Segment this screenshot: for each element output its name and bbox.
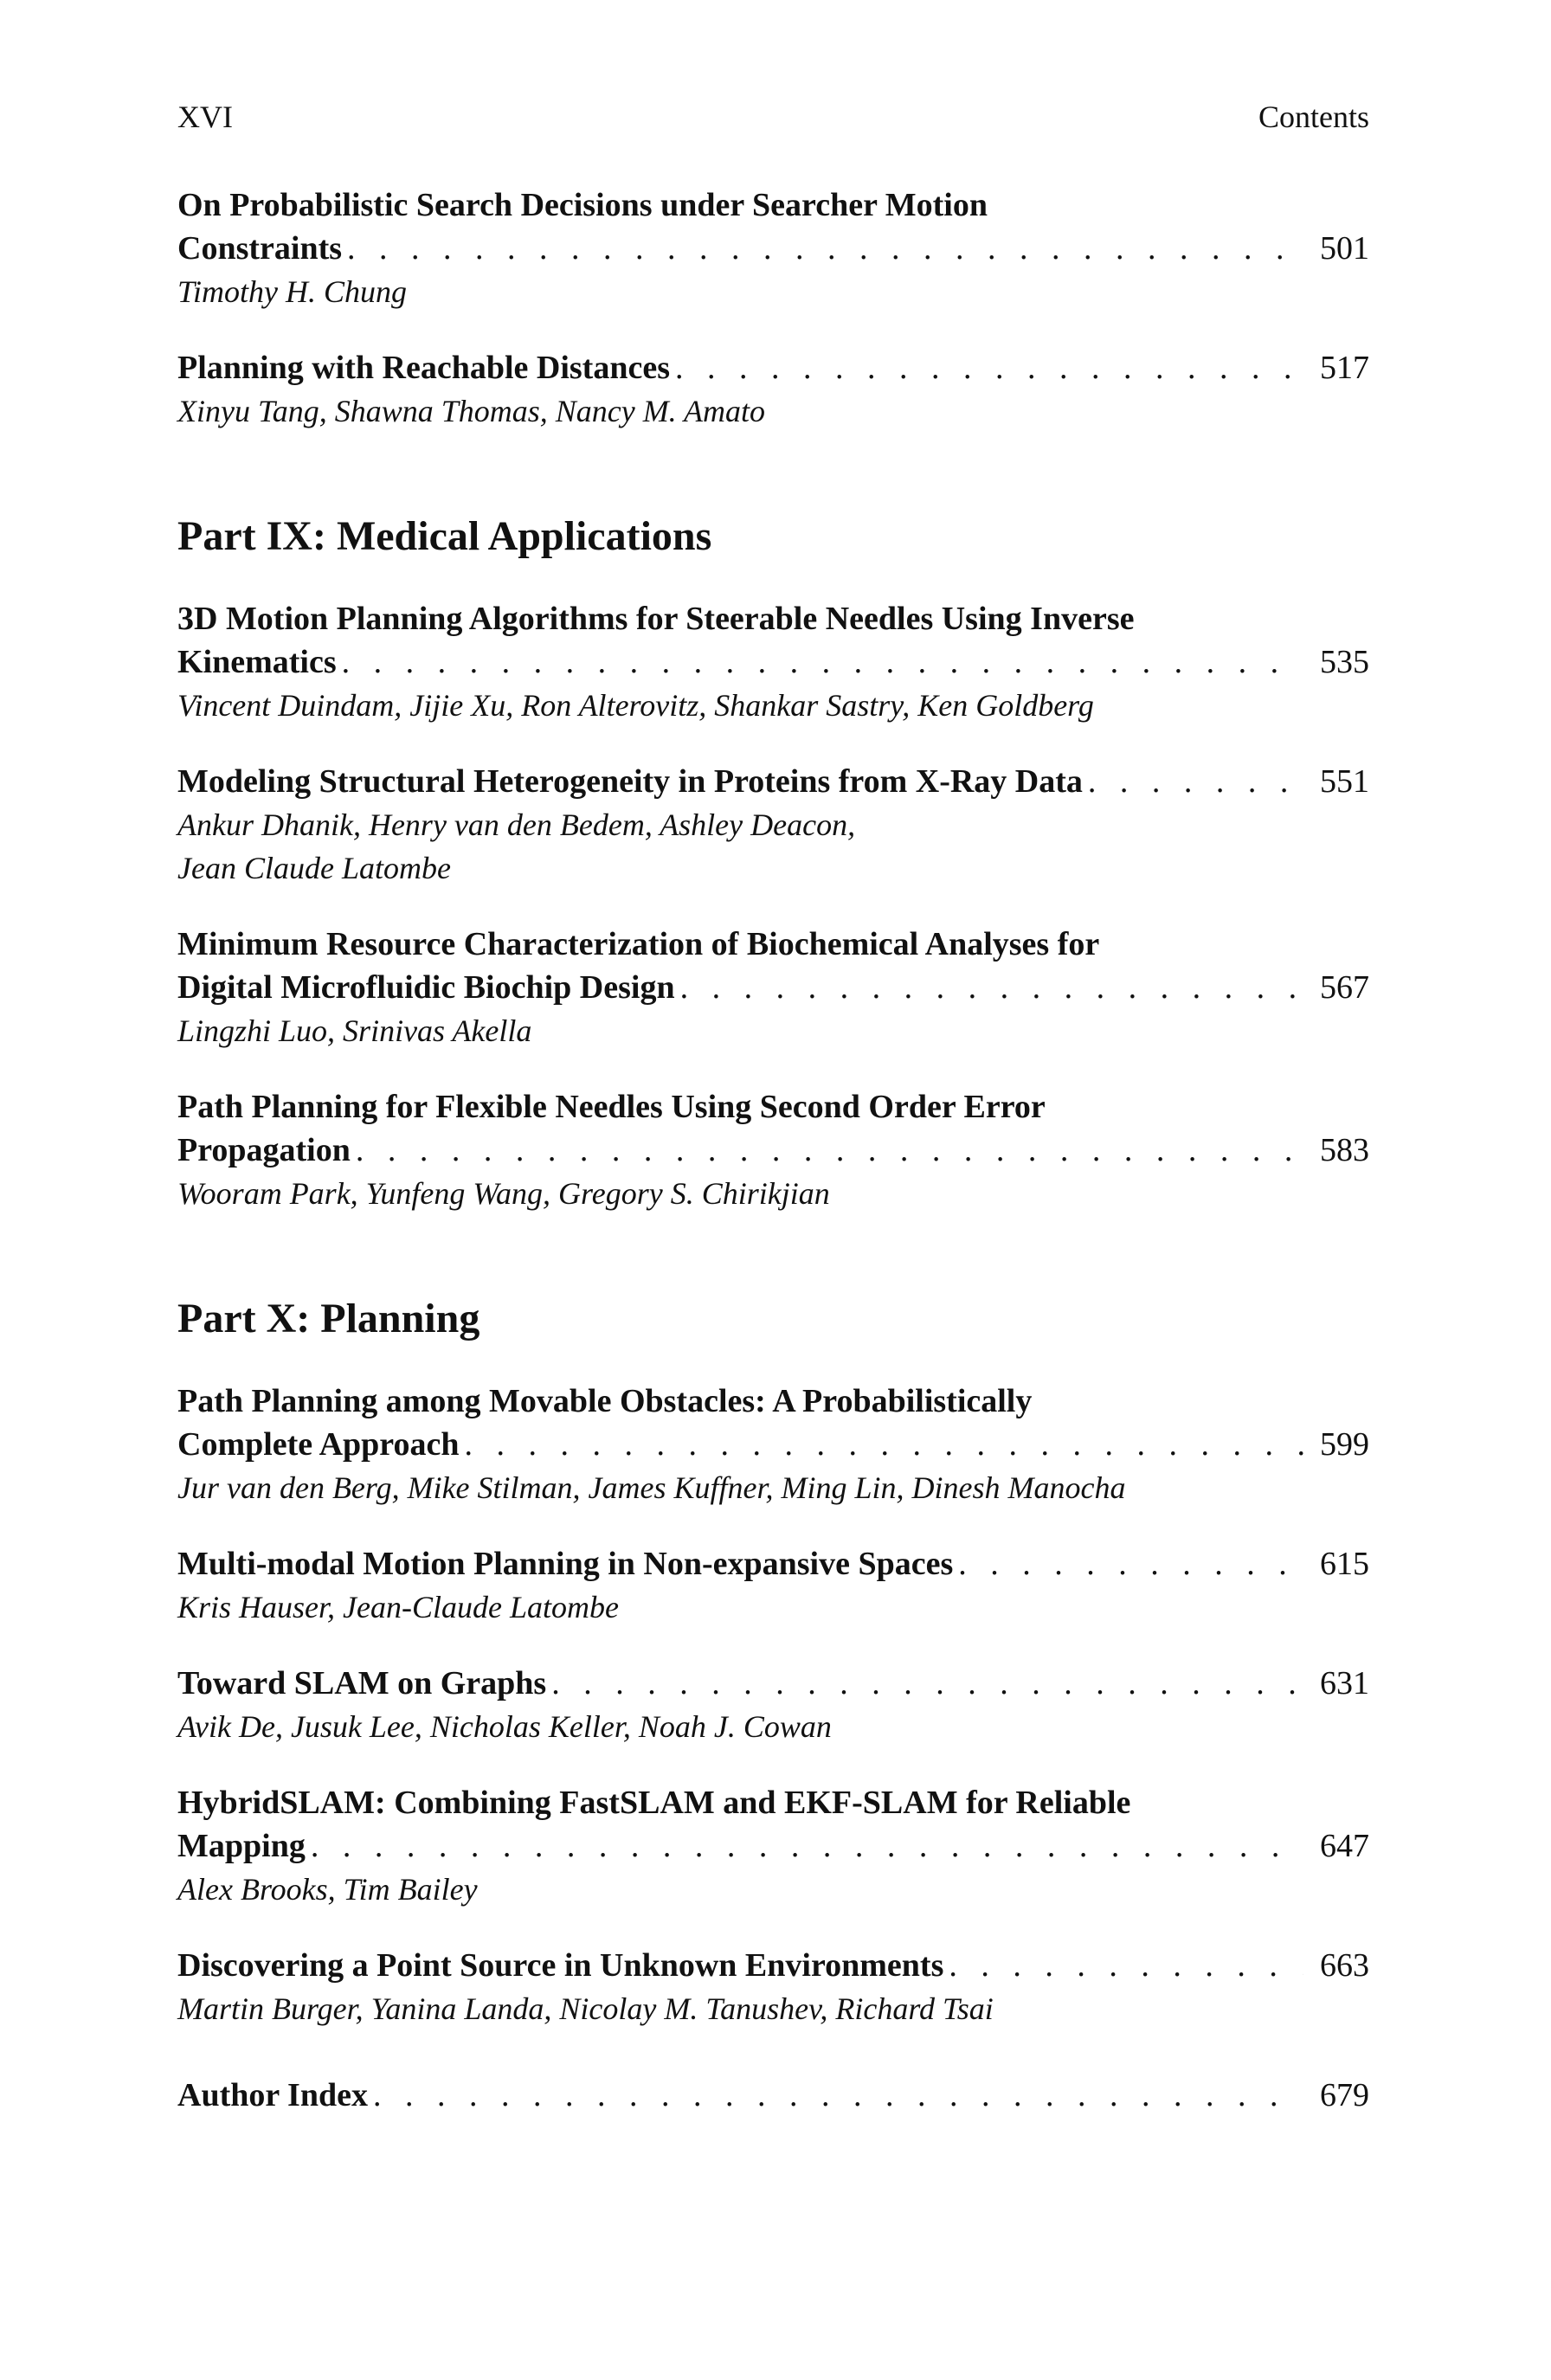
entry-title-line: HybridSLAM: Combining FastSLAM and EKF-SLAM for Reliable: [177, 1785, 1131, 1821]
part-ix: [177, 511, 1369, 1215]
entry-title-last-line: [177, 346, 1369, 389]
entry-title: Mapping: [177, 1828, 306, 1864]
entry-title-last-line: [177, 1423, 1369, 1466]
page-number: 615: [1320, 1546, 1369, 1582]
dot-leader: [1088, 760, 1303, 803]
entry-title-last-line: [177, 227, 1369, 270]
dot-leader: [373, 2074, 1303, 2117]
page-label: XVI: [177, 100, 233, 134]
entry-authors: Alex Brooks, Tim Bailey: [177, 1872, 478, 1907]
toc-entry[interactable]: [177, 597, 1369, 727]
running-head: [177, 95, 1369, 138]
page-number: 647: [1320, 1828, 1369, 1864]
entry-title: Toward SLAM on Graphs: [177, 1665, 547, 1701]
page-number: 631: [1320, 1665, 1369, 1701]
toc-entry-author-index[interactable]: [177, 2074, 1369, 2117]
entry-authors: Lingzhi Luo, Srinivas Akella: [177, 1013, 532, 1048]
entry-title: Kinematics: [177, 644, 337, 680]
toc-entry[interactable]: [177, 346, 1369, 433]
dot-leader: [342, 640, 1303, 684]
entry-title-last-line: [177, 1824, 1369, 1868]
dot-leader: [464, 1423, 1303, 1466]
entry-title-last-line: [177, 966, 1369, 1009]
entry-title: Author Index: [177, 2077, 368, 2113]
dot-leader: [311, 1824, 1303, 1868]
entry-authors: Vincent Duindam, Jijie Xu, Ron Alterovitz, Shankar Sastry, Ken Goldberg: [177, 688, 1094, 723]
entry-authors: Ankur Dhanik, Henry van den Bedem, Ashley Deacon,: [177, 807, 856, 842]
page-number: 535: [1320, 644, 1369, 680]
entry-title-last-line: [177, 1542, 1369, 1586]
toc-entry[interactable]: [177, 760, 1369, 890]
entry-title-line: Minimum Resource Characterization of Biochemical Analyses for: [177, 926, 1100, 962]
entry-title-line: Path Planning for Flexible Needles Using Second Order Error: [177, 1089, 1046, 1125]
toc-section-part-x: [177, 1380, 1369, 2030]
page-number: 501: [1320, 230, 1369, 267]
entry-title-last-line: [177, 640, 1369, 684]
toc-entry[interactable]: [177, 1944, 1369, 2030]
entry-title-line: Path Planning among Movable Obstacles: A Probabilistically: [177, 1383, 1033, 1419]
page-number: 679: [1320, 2077, 1369, 2113]
entry-title: Digital Microfluidic Biochip Design: [177, 969, 675, 1006]
page-number: 599: [1320, 1426, 1369, 1463]
dot-leader: [949, 1944, 1303, 1987]
entry-title: Modeling Structural Heterogeneity in Proteins from X-Ray Data: [177, 763, 1083, 800]
part-x: [177, 1293, 1369, 2030]
page-number: 551: [1320, 763, 1369, 800]
toc-entry[interactable]: [177, 183, 1369, 313]
toc-entry[interactable]: [177, 1542, 1369, 1629]
toc-entry[interactable]: [177, 1781, 1369, 1911]
entry-title: Constraints: [177, 230, 343, 267]
page-number: 517: [1320, 350, 1369, 386]
entry-title: Propagation: [177, 1132, 351, 1168]
entry-authors: Timothy H. Chung: [177, 274, 408, 309]
dot-leader: [675, 346, 1303, 389]
dot-leader: [551, 1662, 1303, 1705]
entry-authors: Wooram Park, Yunfeng Wang, Gregory S. Chirikjian: [177, 1176, 830, 1211]
page-number: 567: [1320, 969, 1369, 1006]
entry-authors: Martin Burger, Yanina Landa, Nicolay M. Tanushev, Richard Tsai: [177, 1991, 994, 2026]
dot-leader: [347, 227, 1303, 270]
toc-entry[interactable]: [177, 1662, 1369, 1748]
entry-authors: Jean Claude Latombe: [177, 851, 451, 885]
page-number: 663: [1320, 1947, 1369, 1984]
entry-title-last-line: [177, 760, 1369, 803]
entry-title-line: On Probabilistic Search Decisions under Searcher Motion: [177, 187, 988, 223]
part-heading: Part IX: Medical Applications: [177, 513, 712, 559]
toc-section-top: [177, 183, 1369, 433]
entry-authors: Kris Hauser, Jean-Claude Latombe: [177, 1590, 619, 1624]
entry-title: Complete Approach: [177, 1426, 460, 1463]
dot-leader: [680, 966, 1303, 1009]
toc-entry[interactable]: [177, 1085, 1369, 1215]
entry-authors: Jur van den Berg, Mike Stilman, James Kuffner, Ming Lin, Dinesh Manocha: [177, 1470, 1126, 1505]
dot-leader: [958, 1542, 1303, 1586]
entry-title-last-line: [177, 2074, 1369, 2117]
entry-authors: Avik De, Jusuk Lee, Nicholas Keller, Noah J. Cowan: [177, 1709, 832, 1744]
entry-title: Discovering a Point Source in Unknown Environments: [177, 1947, 944, 1984]
toc-entry[interactable]: [177, 923, 1369, 1052]
entry-title-last-line: [177, 1129, 1369, 1172]
page-number: 583: [1320, 1132, 1369, 1168]
part-heading: Part X: Planning: [177, 1296, 480, 1341]
entry-authors: Xinyu Tang, Shawna Thomas, Nancy M. Amato: [177, 394, 766, 428]
entry-title-last-line: [177, 1662, 1369, 1705]
section-label: Contents: [1258, 100, 1369, 134]
toc-entry[interactable]: [177, 1380, 1369, 1509]
entry-title: Planning with Reachable Distances: [177, 350, 670, 386]
dot-leader: [356, 1129, 1303, 1172]
entry-title: Multi-modal Motion Planning in Non-expansive Spaces: [177, 1546, 954, 1582]
entry-title-line: 3D Motion Planning Algorithms for Steerable Needles Using Inverse: [177, 601, 1135, 637]
toc-section-part-ix: [177, 597, 1369, 1215]
entry-title-last-line: [177, 1944, 1369, 1987]
